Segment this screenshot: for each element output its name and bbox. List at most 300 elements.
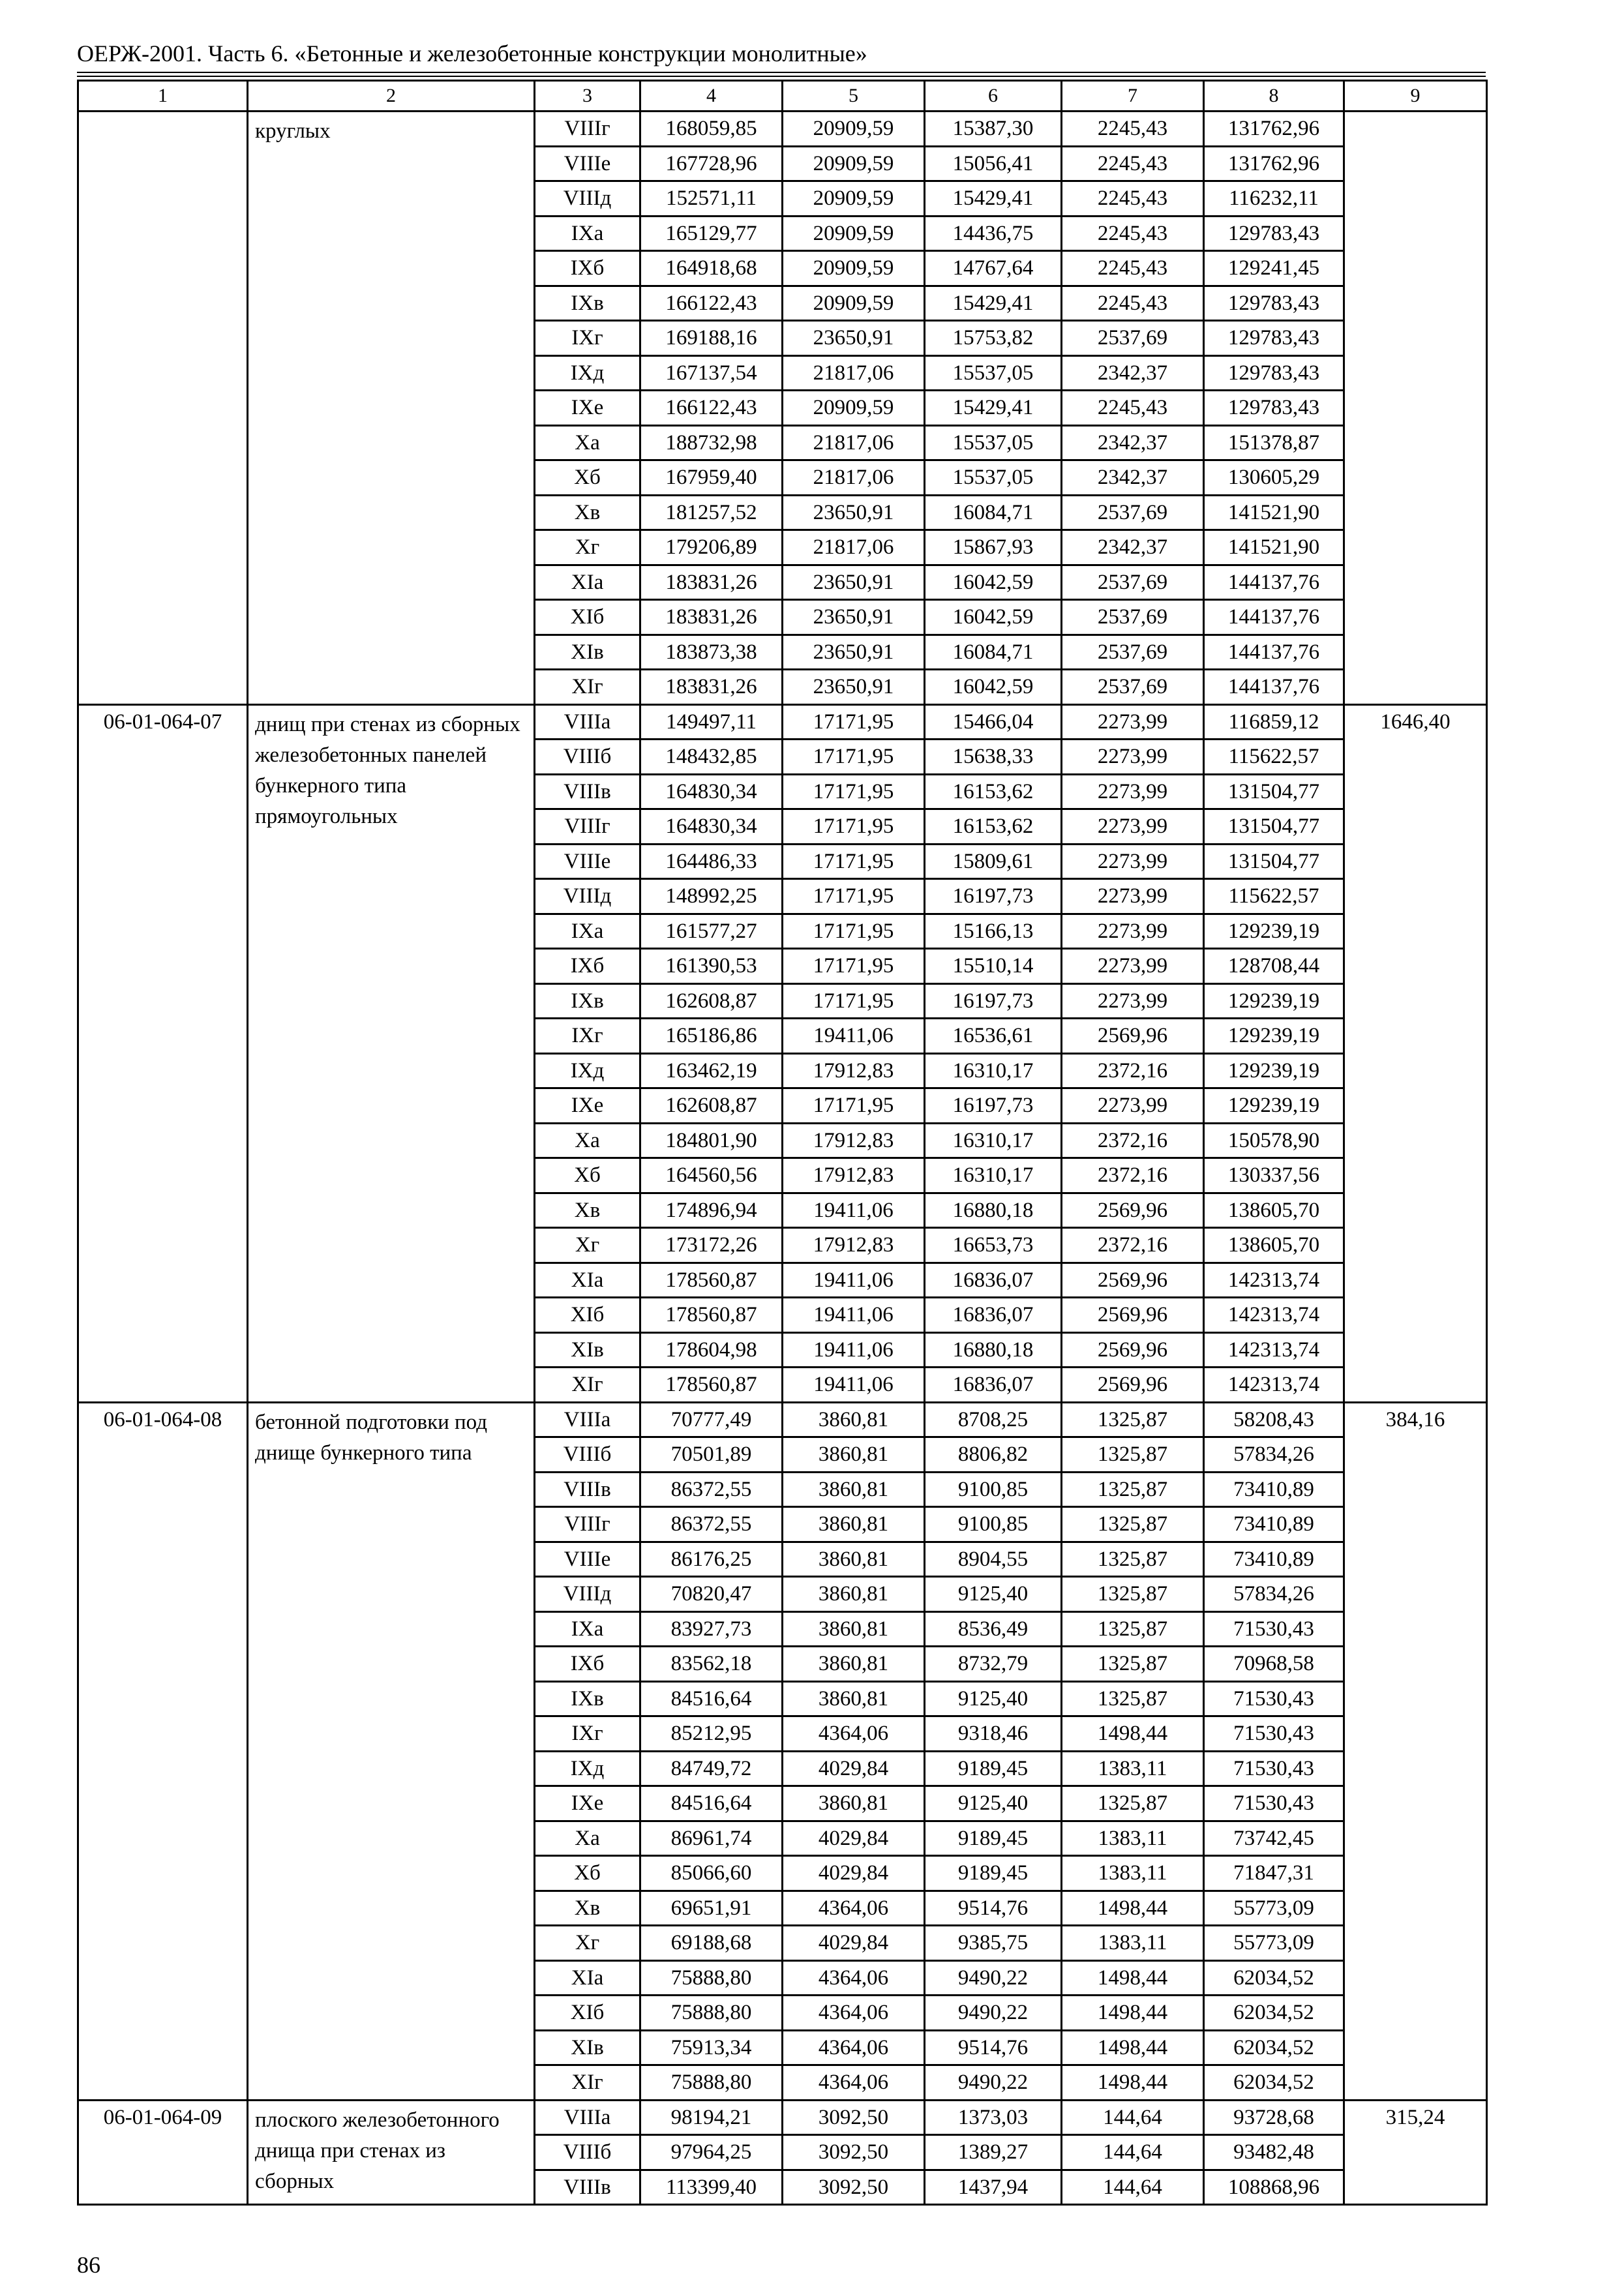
price-cell: 4029,84 [783,1751,925,1786]
price-cell: 8536,49 [925,1611,1062,1647]
price-cell: 144,64 [1062,2100,1204,2135]
price-cell: 8904,55 [925,1542,1062,1577]
price-cell: 71530,43 [1204,1716,1344,1752]
price-cell: 17912,83 [783,1158,925,1193]
price-cell: 73410,89 [1204,1507,1344,1542]
price-cell: 17912,83 [783,1123,925,1158]
region-code: XIг [535,1368,640,1403]
region-code: Xа [535,1821,640,1856]
price-cell: 9125,40 [925,1577,1062,1612]
price-cell: 15753,82 [925,321,1062,356]
price-cell: 62034,52 [1204,1960,1344,1996]
price-cell: 9189,45 [925,1856,1062,1891]
price-cell: 3860,81 [783,1507,925,1542]
price-cell: 58208,43 [1204,1402,1344,1437]
price-cell: 144137,76 [1204,565,1344,600]
price-cell: 3860,81 [783,1681,925,1716]
price-cell: 16153,62 [925,774,1062,809]
price-cell: 4364,06 [783,1891,925,1926]
region-code: VIIIб [535,1437,640,1473]
price-cell: 181257,52 [640,495,783,530]
price-cell: 20909,59 [783,112,925,147]
table-row [78,1402,1487,1437]
price-cell: 164918,68 [640,251,783,286]
price-cell: 131504,77 [1204,774,1344,809]
price-cell: 71530,43 [1204,1681,1344,1716]
region-code: IXг [535,1716,640,1752]
material-cost: 315,24 [1344,2100,1487,2205]
price-cell: 129783,43 [1204,391,1344,426]
price-cell: 164560,56 [640,1158,783,1193]
price-cell: 1325,87 [1062,1402,1204,1437]
price-cell: 2372,16 [1062,1053,1204,1088]
region-code: IXб [535,1647,640,1682]
column-number: 4 [640,81,783,112]
price-cell: 1325,87 [1062,1647,1204,1682]
price-cell: 144137,76 [1204,600,1344,635]
price-cell: 128708,44 [1204,949,1344,984]
price-cell: 2569,96 [1062,1263,1204,1298]
price-cell: 62034,52 [1204,2065,1344,2101]
region-code: XIа [535,565,640,600]
price-cell: 93728,68 [1204,2100,1344,2135]
price-cell: 9385,75 [925,1926,1062,1961]
region-code: Xб [535,1856,640,1891]
price-cell: 20909,59 [783,391,925,426]
price-cell: 1383,11 [1062,1926,1204,1961]
price-cell: 16880,18 [925,1332,1062,1368]
price-cell: 173172,26 [640,1228,783,1263]
price-cell: 21817,06 [783,460,925,496]
region-code: VIIIб [535,2135,640,2170]
price-cell: 23650,91 [783,670,925,705]
price-cell: 2273,99 [1062,809,1204,845]
price-cell: 16042,59 [925,670,1062,705]
region-code: XIа [535,1960,640,1996]
item-code: 06-01-064-08 [78,1402,248,2100]
region-code: XIа [535,1263,640,1298]
price-cell: 4364,06 [783,2030,925,2065]
table-body [78,81,1487,2205]
region-code: XIб [535,1996,640,2031]
price-cell: 178560,87 [640,1298,783,1333]
price-cell: 1498,44 [1062,1960,1204,1996]
price-cell: 138605,70 [1204,1228,1344,1263]
price-cell: 188732,98 [640,425,783,460]
price-cell: 3092,50 [783,2100,925,2135]
price-cell: 129783,43 [1204,216,1344,251]
price-cell: 1498,44 [1062,1716,1204,1752]
price-cell: 16042,59 [925,600,1062,635]
region-code: Xг [535,1926,640,1961]
price-cell: 73410,89 [1204,1542,1344,1577]
region-code: VIIIа [535,2100,640,2135]
price-cell: 113399,40 [640,2170,783,2205]
item-code: 06-01-064-07 [78,704,248,1402]
price-cell: 2537,69 [1062,635,1204,670]
price-cell: 15537,05 [925,425,1062,460]
price-cell: 73742,45 [1204,1821,1344,1856]
region-code: VIIIг [535,112,640,147]
price-cell: 17171,95 [783,879,925,914]
price-cell: 2245,43 [1062,112,1204,147]
price-cell: 3860,81 [783,1437,925,1473]
region-code: IXа [535,1611,640,1647]
price-cell: 2245,43 [1062,286,1204,321]
price-cell: 2372,16 [1062,1158,1204,1193]
price-cell: 14767,64 [925,251,1062,286]
price-cell: 148992,25 [640,879,783,914]
price-cell: 15429,41 [925,286,1062,321]
price-cell: 184801,90 [640,1123,783,1158]
region-code: IXе [535,1088,640,1124]
price-cell: 4364,06 [783,1960,925,1996]
price-cell: 20909,59 [783,146,925,181]
price-cell: 1389,27 [925,2135,1062,2170]
price-cell: 9189,45 [925,1821,1062,1856]
price-cell: 84516,64 [640,1786,783,1821]
price-cell: 179206,89 [640,530,783,565]
region-code: XIв [535,2030,640,2065]
price-cell: 144,64 [1062,2170,1204,2205]
price-cell: 129783,43 [1204,355,1344,391]
price-cell: 129783,43 [1204,321,1344,356]
price-cell: 15537,05 [925,460,1062,496]
price-cell: 1325,87 [1062,1437,1204,1473]
price-cell: 2273,99 [1062,914,1204,949]
price-cell: 9490,22 [925,2065,1062,2101]
price-cell: 97964,25 [640,2135,783,2170]
price-cell: 21817,06 [783,355,925,391]
price-cell: 86372,55 [640,1472,783,1507]
price-cell: 164830,34 [640,809,783,845]
price-cell: 15056,41 [925,146,1062,181]
region-code: IXе [535,1786,640,1821]
region-code: IXа [535,914,640,949]
price-cell: 2537,69 [1062,600,1204,635]
table-row [78,112,1487,147]
region-code: IXв [535,983,640,1019]
price-cell: 15466,04 [925,704,1062,740]
price-cell: 23650,91 [783,565,925,600]
price-cell: 4364,06 [783,2065,925,2101]
price-cell: 16836,07 [925,1368,1062,1403]
price-cell: 55773,09 [1204,1891,1344,1926]
price-cell: 2273,99 [1062,774,1204,809]
price-cell: 17171,95 [783,844,925,879]
price-cell: 1437,94 [925,2170,1062,2205]
price-cell: 15387,30 [925,112,1062,147]
price-cell: 70501,89 [640,1437,783,1473]
region-code: IXг [535,321,640,356]
price-cell: 4364,06 [783,1996,925,2031]
item-description: плоского железобетонного днища при стенах из сборных [248,2100,535,2205]
price-cell: 17171,95 [783,983,925,1019]
price-cell: 108868,96 [1204,2170,1344,2205]
price-cell: 2342,37 [1062,425,1204,460]
price-cell: 4364,06 [783,1716,925,1752]
price-cell: 86961,74 [640,1821,783,1856]
price-cell: 1498,44 [1062,2065,1204,2101]
price-cell: 168059,85 [640,112,783,147]
price-cell: 70968,58 [1204,1647,1344,1682]
price-cell: 16197,73 [925,983,1062,1019]
material-cost [1344,112,1487,705]
price-cell: 1325,87 [1062,1542,1204,1577]
column-number: 6 [925,81,1062,112]
price-cell: 70777,49 [640,1402,783,1437]
price-cell: 3860,81 [783,1786,925,1821]
price-cell: 2273,99 [1062,1088,1204,1124]
item-description: круглых [248,112,535,705]
region-code: XIв [535,1332,640,1368]
price-cell: 2342,37 [1062,355,1204,391]
price-cell: 9100,85 [925,1472,1062,1507]
price-cell: 166122,43 [640,286,783,321]
price-cell: 2273,99 [1062,983,1204,1019]
price-cell: 161577,27 [640,914,783,949]
column-number: 5 [783,81,925,112]
price-cell: 151378,87 [1204,425,1344,460]
price-cell: 131762,96 [1204,146,1344,181]
price-cell: 17912,83 [783,1228,925,1263]
price-cell: 2537,69 [1062,670,1204,705]
price-cell: 23650,91 [783,495,925,530]
price-cell: 75888,80 [640,1960,783,1996]
price-cell: 9514,76 [925,2030,1062,2065]
price-cell: 1325,87 [1062,1611,1204,1647]
price-cell: 69651,91 [640,1891,783,1926]
price-cell: 131504,77 [1204,809,1344,845]
page-header: ОЕРЖ-2001. Часть 6. «Бетонные и железобетонные конструкции монолитные» [77,40,867,67]
price-cell: 142313,74 [1204,1298,1344,1333]
price-cell: 23650,91 [783,600,925,635]
region-code: Xв [535,495,640,530]
region-code: XIв [535,635,640,670]
region-code: VIIIг [535,809,640,845]
price-cell: 141521,90 [1204,495,1344,530]
price-cell: 1498,44 [1062,1891,1204,1926]
price-cell: 84516,64 [640,1681,783,1716]
price-cell: 129239,19 [1204,983,1344,1019]
region-code: VIIIе [535,146,640,181]
price-cell: 1383,11 [1062,1821,1204,1856]
region-code: IXд [535,1053,640,1088]
price-cell: 129239,19 [1204,914,1344,949]
price-cell: 17171,95 [783,949,925,984]
region-code: Xв [535,1193,640,1228]
price-cell: 115622,57 [1204,740,1344,775]
price-cell: 16310,17 [925,1123,1062,1158]
price-cell: 84749,72 [640,1751,783,1786]
price-cell: 2245,43 [1062,216,1204,251]
region-code: Xб [535,460,640,496]
price-cell: 69188,68 [640,1926,783,1961]
column-number: 1 [78,81,248,112]
price-cell: 166122,43 [640,391,783,426]
price-cell: 130337,56 [1204,1158,1344,1193]
price-cell: 16197,73 [925,879,1062,914]
price-cell: 15809,61 [925,844,1062,879]
price-cell: 16310,17 [925,1053,1062,1088]
region-code: Xв [535,1891,640,1926]
price-cell: 1325,87 [1062,1472,1204,1507]
price-cell: 71530,43 [1204,1751,1344,1786]
column-number: 8 [1204,81,1344,112]
price-cell: 129239,19 [1204,1053,1344,1088]
price-cell: 165129,77 [640,216,783,251]
price-cell: 162608,87 [640,1088,783,1124]
price-cell: 3860,81 [783,1577,925,1612]
price-cell: 57834,26 [1204,1437,1344,1473]
price-cell: 2245,43 [1062,391,1204,426]
price-cell: 115622,57 [1204,879,1344,914]
price-cell: 169188,16 [640,321,783,356]
region-code: IXв [535,1681,640,1716]
column-number: 9 [1344,81,1487,112]
price-cell: 1383,11 [1062,1751,1204,1786]
price-cell: 130605,29 [1204,460,1344,496]
price-cell: 116232,11 [1204,181,1344,217]
price-cell: 9514,76 [925,1891,1062,1926]
price-cell: 3860,81 [783,1611,925,1647]
price-cell: 20909,59 [783,286,925,321]
region-code: XIб [535,1298,640,1333]
column-number: 2 [248,81,535,112]
price-cell: 19411,06 [783,1298,925,1333]
price-cell: 2245,43 [1062,146,1204,181]
price-cell: 141521,90 [1204,530,1344,565]
price-cell: 23650,91 [783,635,925,670]
price-cell: 4029,84 [783,1926,925,1961]
price-cell: 3860,81 [783,1472,925,1507]
price-cell: 15429,41 [925,181,1062,217]
price-cell: 20909,59 [783,216,925,251]
price-cell: 1498,44 [1062,1996,1204,2031]
table-row [78,2100,1487,2135]
item-code [78,112,248,705]
price-cell: 3860,81 [783,1402,925,1437]
price-cell: 131762,96 [1204,112,1344,147]
region-code: VIIIа [535,704,640,740]
price-cell: 19411,06 [783,1193,925,1228]
region-code: IXд [535,355,640,391]
region-code: VIIIд [535,181,640,217]
price-cell: 162608,87 [640,983,783,1019]
price-cell: 16084,71 [925,495,1062,530]
region-code: VIIIе [535,844,640,879]
price-cell: 55773,09 [1204,1926,1344,1961]
page-number: 86 [77,2252,100,2278]
price-cell: 183831,26 [640,600,783,635]
price-cell: 165186,86 [640,1019,783,1054]
region-code: IXб [535,251,640,286]
price-cell: 71530,43 [1204,1786,1344,1821]
price-cell: 167728,96 [640,146,783,181]
region-code: XIг [535,2065,640,2101]
price-cell: 2537,69 [1062,565,1204,600]
price-cell: 17171,95 [783,740,925,775]
price-cell: 19411,06 [783,1019,925,1054]
price-cell: 129783,43 [1204,286,1344,321]
price-cell: 75888,80 [640,1996,783,2031]
price-cell: 164830,34 [640,774,783,809]
price-cell: 9490,22 [925,1996,1062,2031]
price-cell: 1325,87 [1062,1577,1204,1612]
region-code: VIIIв [535,1472,640,1507]
item-code: 06-01-064-09 [78,2100,248,2205]
column-number: 3 [535,81,640,112]
price-cell: 3092,50 [783,2135,925,2170]
price-cell: 164486,33 [640,844,783,879]
price-cell: 1325,87 [1062,1786,1204,1821]
price-cell: 129241,45 [1204,251,1344,286]
price-cell: 1383,11 [1062,1856,1204,1891]
region-code: VIIIг [535,1507,640,1542]
price-cell: 183831,26 [640,565,783,600]
price-cell: 2537,69 [1062,321,1204,356]
price-cell: 98194,21 [640,2100,783,2135]
price-cell: 16836,07 [925,1298,1062,1333]
price-cell: 16880,18 [925,1193,1062,1228]
price-cell: 2372,16 [1062,1123,1204,1158]
price-cell: 167137,54 [640,355,783,391]
price-cell: 19411,06 [783,1368,925,1403]
region-code: XIб [535,600,640,635]
price-cell: 16197,73 [925,1088,1062,1124]
region-code: XIг [535,670,640,705]
price-cell: 15638,33 [925,740,1062,775]
price-cell: 16536,61 [925,1019,1062,1054]
price-cell: 1498,44 [1062,2030,1204,2065]
price-cell: 16084,71 [925,635,1062,670]
price-cell: 8732,79 [925,1647,1062,1682]
price-cell: 19411,06 [783,1332,925,1368]
region-code: Xб [535,1158,640,1193]
price-cell: 19411,06 [783,1263,925,1298]
price-cell: 2245,43 [1062,181,1204,217]
price-cell: 8806,82 [925,1437,1062,1473]
price-cell: 144137,76 [1204,670,1344,705]
price-cell: 2342,37 [1062,460,1204,496]
price-cell: 142313,74 [1204,1368,1344,1403]
price-cell: 2569,96 [1062,1332,1204,1368]
table-row [78,704,1487,740]
region-code: IXа [535,216,640,251]
price-cell: 183873,38 [640,635,783,670]
price-cell: 17171,95 [783,809,925,845]
price-cell: 178560,87 [640,1368,783,1403]
price-table [77,80,1488,2206]
region-code: VIIIв [535,2170,640,2205]
price-cell: 16653,73 [925,1228,1062,1263]
price-cell: 2569,96 [1062,1019,1204,1054]
price-cell: 9318,46 [925,1716,1062,1752]
price-cell: 86372,55 [640,1507,783,1542]
price-cell: 9490,22 [925,1960,1062,1996]
price-cell: 16153,62 [925,809,1062,845]
price-cell: 17171,95 [783,914,925,949]
region-code: Xг [535,1228,640,1263]
price-cell: 20909,59 [783,251,925,286]
price-cell: 9100,85 [925,1507,1062,1542]
region-code: VIIIд [535,879,640,914]
region-code: VIIIа [535,1402,640,1437]
price-cell: 167959,40 [640,460,783,496]
price-cell: 83927,73 [640,1611,783,1647]
region-code: IXг [535,1019,640,1054]
price-cell: 2537,69 [1062,495,1204,530]
